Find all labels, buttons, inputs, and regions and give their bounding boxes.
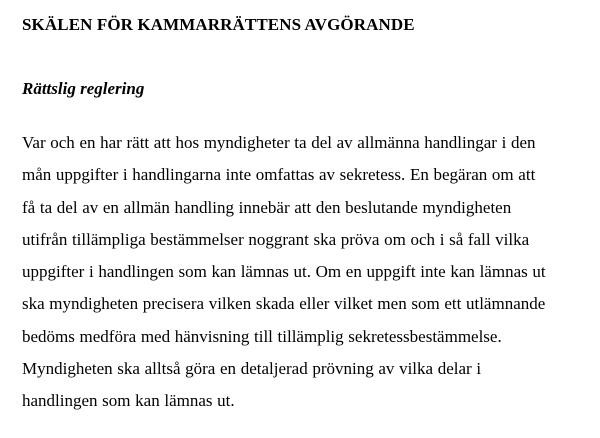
paragraph-line: få ta del av en allmän handling innebär att den beslutande myndigheten (22, 197, 512, 217)
paragraph-line: handlingen som kan lämnas ut. (22, 391, 235, 411)
paragraph-line: Var och en har rätt att hos myndigheter ta del av allmänna handlingar i den (22, 133, 536, 152)
body-paragraph (22, 127, 592, 418)
paragraph-line: uppgifter i handlingen som kan lämnas ut. Om en uppgift inte kan lämnas ut (22, 262, 546, 282)
subsection-heading: Rättslig reglering (22, 79, 145, 98)
paragraph-line: ska myndigheten precisera vilken skada eller vilket men som ett utlämnande (22, 294, 546, 314)
section-heading: SKÄLEN FÖR KAMMARRÄTTENS AVGÖRANDE (22, 15, 415, 34)
paragraph-line: bedöms medföra med hänvisning till tillämplig sekretessbestämmelse. (22, 326, 502, 346)
paragraph-line: utifrån tillämpliga bestämmelser noggrant ska pröva om och i så fall vilka (22, 229, 530, 249)
paragraph-line: mån uppgifter i handlingarna inte omfattas av sekretess. En begäran om att (22, 165, 536, 185)
paragraph-line: Myndigheten ska alltså göra en detaljerad prövning av vilka delar i (22, 359, 482, 379)
